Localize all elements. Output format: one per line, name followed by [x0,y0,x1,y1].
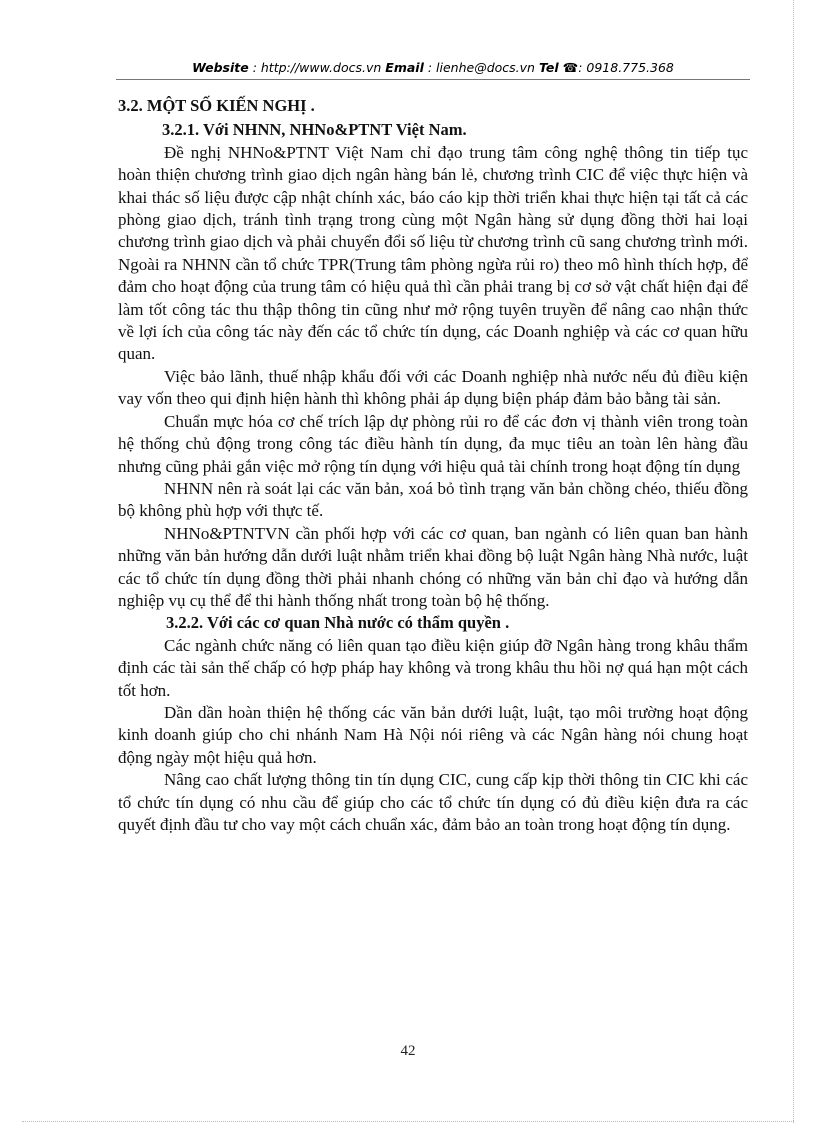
header-divider [116,79,750,80]
section-title: 3.2. MỘT SỐ KIẾN NGHỊ . [118,96,315,115]
subsection-1-title: 3.2.1. Với NHNN, NHNo&PTNT Việt Nam. [162,120,467,140]
paragraph: NHNo&PTNTVN cần phối hợp với các cơ quan, ban ngành có liên quan ban hành những văn bản hướng dẫn dưới luật nhằm triển khai đồng bộ luật Ngân hàng Nhà nước, luật các tổ chức tín dụng đồng thời phải nhanh chóng có những văn bản chỉ đạo và hướng dẫn nghiệp vụ cụ thể để thi hành thống nhất trong toàn bộ hệ thống. [118,523,748,610]
paragraph: NHNN nên rà soát lại các văn bản, xoá bỏ tình trạng văn bản chồng chéo, thiếu đồng bộ không phù hợp với thực tế. [118,478,748,521]
bottom-border [22,1121,794,1122]
tel-value: : 0918.775.368 [578,60,674,75]
website-label: Website [192,60,249,75]
page-number: 42 [400,1043,416,1059]
paragraph: Dần dần hoàn thiện hệ thống các văn bản dưới luật, luật, tạo môi trường hoạt động kinh doanh giúp cho chi nhánh Nam Hà Nội nói riêng và các Ngân hàng nói chung hoạt động ngày một hiệu quả hơn. [118,702,748,767]
paragraph: Việc bảo lãnh, thuế nhập khẩu đối với các Doanh nghiệp nhà nước nếu đủ điều kiện vay vốn theo qui định hiện hành thì không phải áp dụng biện pháp đảm bảo bằng tài sản. [118,366,748,409]
paragraph: Đề nghị NHNo&PTNT Việt Nam chỉ đạo trung tâm công nghệ thông tin tiếp tục hoàn thiện chương trình giao dịch ngân hàng bán lẻ, chương trình CIC để việc thực hiện và khai thác số liệu được cập nhật chính xác, báo cáo kịp thời triển khai thực hiện tại tất cả các phòng giao dịch, tránh tình trạng trong cùng một Ngân hàng sử dụng đồng thời hai loại chương trình giao dịch và phải chuyển đổi số liệu từ chương trình cũ sang chương trình mới. Ngoài ra NHNN cần tổ chức TPR(Trung tâm phòng ngừa rủi ro) theo mô hình thích hợp, để đảm cho hoạt động của trung tâm có hiệu quả thì cần phải trang bị cơ sở vật chất hiện đại để làm tốt công tác thu thập thông tin cũng như mở rộng tuyên truyền để nâng cao nhận thức về lợi ích của công tác này đến các tổ chức tín dụng, các Doanh nghiệp và các cơ quan hữu quan. [118,142,748,364]
subsection-2-title: 3.2.2. Với các cơ quan Nhà nước có thẩm quyền . [166,613,510,633]
paragraph: Các ngành chức năng có liên quan tạo điều kiện giúp đỡ Ngân hàng trong khâu thẩm định các tài sản thế chấp có hợp pháp hay không và trong khâu thu hồi nợ quá hạn một cách tốt hơn. [118,635,748,700]
phone-icon: ☎ [562,60,579,75]
website-value: : http://www.docs.vn [252,60,382,75]
tel-label: Tel [538,60,559,75]
paragraph: Nâng cao chất lượng thông tin tín dụng CIC, cung cấp kịp thời thông tin CIC khi các tổ chức tín dụng có nhu cầu để giúp cho các tổ chức tín dụng có đủ điều kiện đưa ra các quyết định đầu tư cho vay một cách chuẩn xác, đảm bảo an toàn trong hoạt động tín dụng. [118,770,748,834]
email-label: Email [385,60,424,75]
right-border [793,0,794,1123]
page-header [118,60,748,75]
document-body [118,95,748,836]
paragraph: Chuẩn mực hóa cơ chế trích lập dự phòng rủi ro để các đơn vị thành viên trong toàn hệ thống chủ động trong công tác điều hành tín dụng, đa mục tiêu an toàn lên hàng đầu nhưng cũng phải gắn việc mở rộng tín dụng với hiệu quả tài chính trong hoạt động tín dụng [118,411,748,476]
email-value: : lienhe@docs.vn [427,60,535,75]
